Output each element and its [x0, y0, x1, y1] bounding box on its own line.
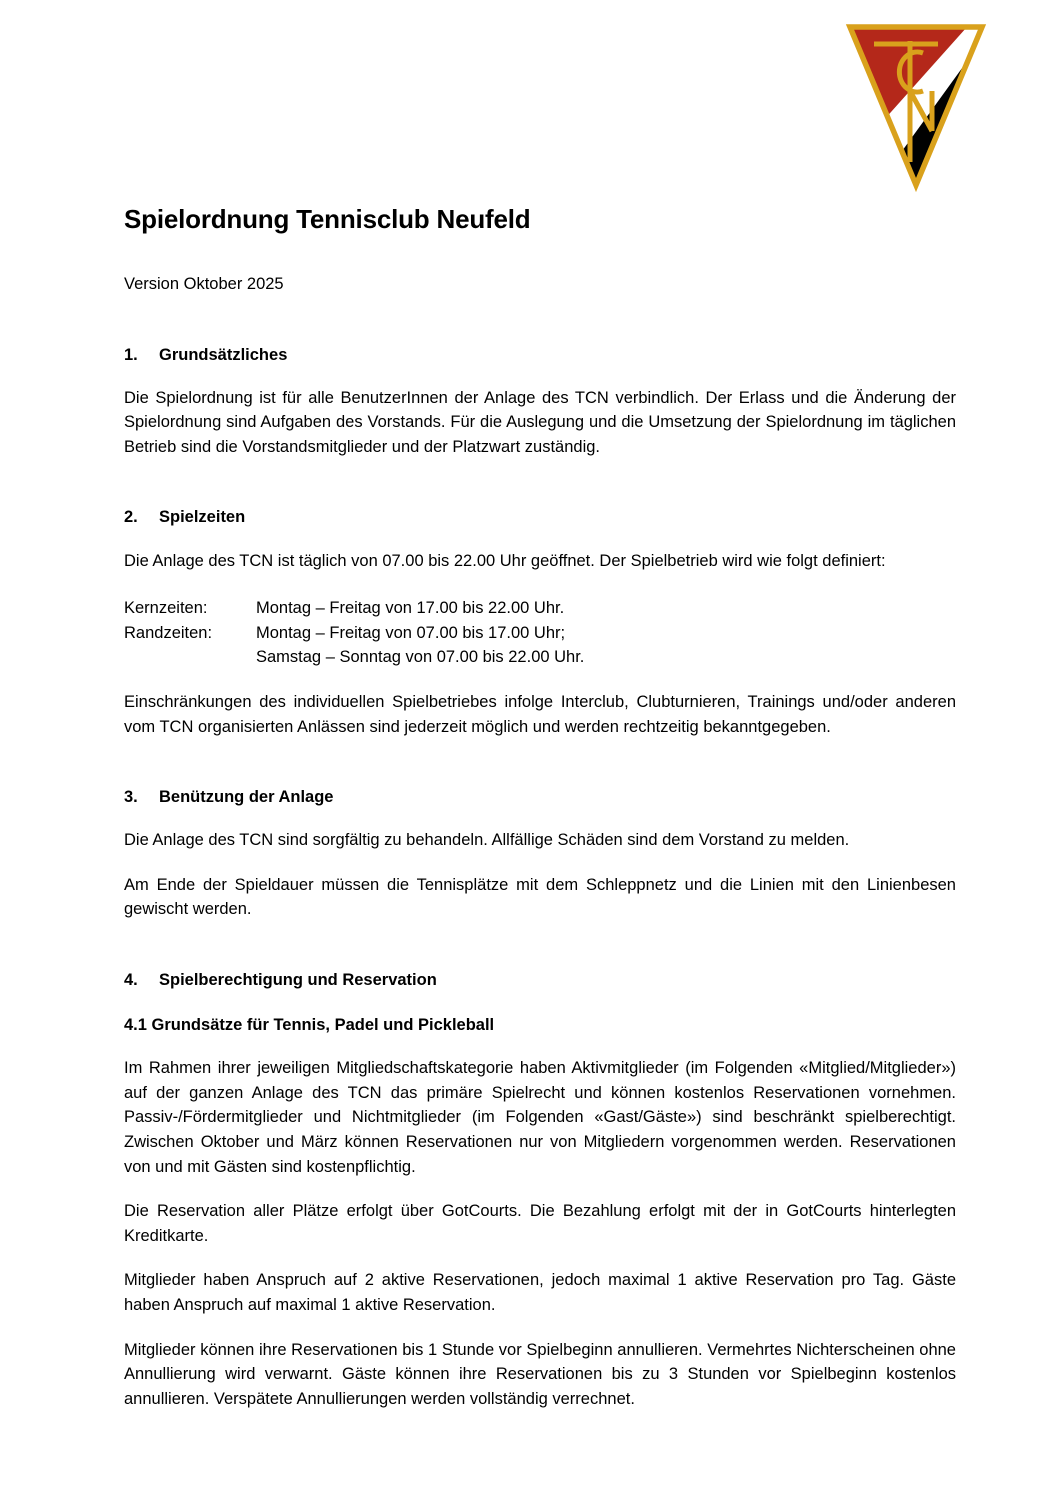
- section-2-paragraph-2: Einschränkungen des individuellen Spielbetriebes infolge Interclub, Clubturnieren, Trainings und/oder anderen vom TCN organisierten Anlässen sind jederzeit möglich und werden rechtzeitig bekanntgegeben.: [124, 692, 956, 736]
- subsection-heading-4-1: 4.1 Grundsätze für Tennis, Padel und Pickleball: [124, 1016, 495, 1035]
- spielzeiten-table: [124, 596, 956, 670]
- section-number-4: 4.: [124, 971, 138, 989]
- section-4-paragraph-1: Im Rahmen ihrer jeweiligen Mitgliedschaftskategorie haben Aktivmitglieder (im Folgenden «Mitglied/Mitglieder») auf der ganzen Anlage des TCN das primäre Spielrecht und können kostenlos Reservationen vornehmen. Passiv-/Fördermitglieder und Nichtmitglieder (im Folgenden «Gast/Gäste») sind beschränkt spielberechtigt. Zwischen Oktober und März können Reservationen nur von Mitgliedern vorgenommen werden. Reservationen von und mit Gästen sind kostenpflichtig.: [124, 1059, 956, 1176]
- section-3-paragraph-2: Am Ende der Spieldauer müssen die Tennisplätze mit dem Schleppnetz und die Linien mit den Linienbesen gewischt werden.: [124, 875, 956, 919]
- section-4-paragraph-4: Mitglieder können ihre Reservationen bis 1 Stunde vor Spielbeginn annullieren. Vermehrtes Nichterscheinen ohne Annullierung wird verwarnt. Gäste können ihre Reservationen bis zu 3 Stunden vor Spielbeginn kostenlos annullieren. Verspätete Annullierungen werden vollständig verrechnet.: [124, 1340, 956, 1408]
- page-title: Spielordnung Tennisclub Neufeld: [124, 204, 531, 234]
- section-1-paragraph-1: Die Spielordnung ist für alle BenutzerInnen der Anlage des TCN verbindlich. Der Erlass und die Änderung der Spielordnung sind Aufgaben des Vorstands. Für die Auslegung und die Umsetzung der Spielordnung im täglichen Betrieb sind die Vorstandsmitglieder und der Platzwart zuständig.: [124, 388, 956, 456]
- document-version: Version Oktober 2025: [124, 274, 284, 293]
- section-3-paragraph-1: Die Anlage des TCN sind sorgfältig zu behandeln. Allfällige Schäden sind dem Vorstand zu melden.: [124, 831, 850, 850]
- document-body: [124, 200, 956, 1411]
- section-4-paragraph-2: Die Reservation aller Plätze erfolgt über GotCourts. Die Bezahlung erfolgt mit der in GotCourts hinterlegten Kreditkarte.: [124, 1202, 956, 1245]
- section-4-paragraph-3: Mitglieder haben Anspruch auf 2 aktive Reservationen, jedoch maximal 1 aktive Reservation pro Tag. Gäste haben Anspruch auf maximal 1 aktive Reservation.: [124, 1271, 956, 1314]
- tcn-logo-svg: [841, 18, 991, 194]
- spielzeit-label-randzeiten: Randzeiten:: [124, 623, 213, 642]
- table-row: [124, 621, 956, 646]
- section-title-3: Benützung der Anlage: [159, 788, 334, 807]
- spielzeit-value-randzeiten-2: Samstag – Sonntag von 07.00 bis 22.00 Uhr.: [256, 648, 585, 667]
- section-number-2: 2.: [124, 508, 138, 527]
- section-heading-2: [124, 506, 956, 529]
- spielzeit-label-empty: [124, 645, 256, 670]
- section-number-3: 3.: [124, 788, 138, 807]
- section-heading-4: [124, 969, 956, 992]
- spielzeit-label-kernzeiten: Kernzeiten:: [124, 599, 208, 618]
- spielzeit-value-randzeiten-1: Montag – Freitag von 07.00 bis 17.00 Uhr;: [256, 623, 566, 642]
- section-number-1: 1.: [124, 345, 138, 364]
- table-row: [124, 596, 956, 621]
- section-heading-3: [124, 786, 956, 809]
- tcn-club-logo: [841, 18, 991, 194]
- section-2-paragraph-1: Die Anlage des TCN ist täglich von 07.00 bis 22.00 Uhr geöffnet. Der Spielbetrieb wird wie folgt definiert:: [124, 551, 886, 570]
- table-row: [124, 645, 956, 670]
- section-heading-1: [124, 344, 956, 367]
- section-title-4: Spielberechtigung und Reservation: [159, 971, 437, 989]
- section-title-2: Spielzeiten: [159, 508, 246, 527]
- section-title-1: Grundsätzliches: [159, 345, 288, 364]
- spielzeit-value-kernzeiten: Montag – Freitag von 17.00 bis 22.00 Uhr.: [256, 599, 565, 618]
